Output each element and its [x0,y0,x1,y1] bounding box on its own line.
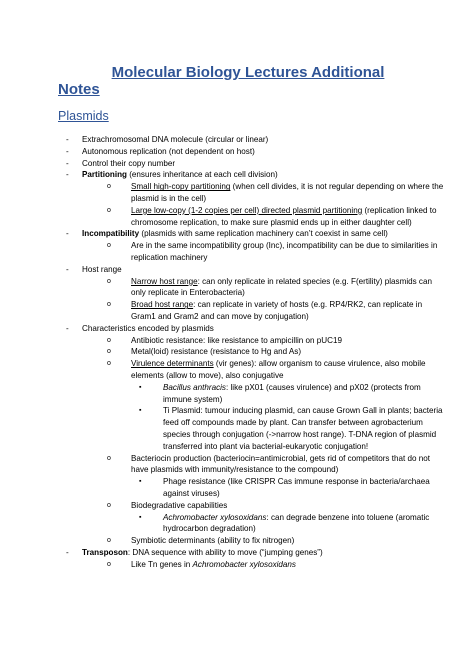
page-title [58,64,438,98]
dash-marker: - [66,264,69,274]
list-subitem: o Large low-copy (1-2 copies per cell) directed plasmid partitioning (replication linked to chromosome replication, to make sure plasmid ends up in either daughter cell) [107,205,437,227]
dash-marker: - [66,146,69,156]
square-bullet: ▪ [139,407,142,415]
circle-bullet: o [107,206,111,214]
square-bullet: ▪ [139,513,142,521]
list-subitem: o Biodegradative capabilities [107,500,228,510]
circle-bullet: o [107,537,111,545]
list-subsubitem: ▪ Phage resistance (like CRISPR Cas immune response in bacteria/archaea against viruses) [139,477,430,498]
circle-bullet: o [107,336,111,344]
list-item: - Extrachromosomal DNA molecule (circular or linear) [58,134,448,146]
circle-bullet: o [107,560,111,568]
list-subitem: o Bacteriocin production (bacteriocin=antimicrobial, gets rid of competitors that do not have plasmids with immunity/resistance to the compound) [107,453,430,475]
list-item: - Control their copy number [58,158,448,170]
dash-marker: - [66,229,69,239]
dash-marker: - [66,170,69,180]
circle-bullet: o [107,242,111,250]
list-subitem: o Antibiotic resistance: like resistance to ampicillin on pUC19 [107,335,342,345]
dash-marker: - [66,547,69,557]
title-line-1: Molecular Biology Lectures Additional [111,64,385,81]
list-subitem: o Broad host range: can replicate in variety of hosts (e.g. RP4/RK2, can replicate in Gram1 and Gram2 and can move by conjugation) [107,300,423,321]
circle-bullet: o [107,277,111,285]
list-subitem: o Like Tn genes in Achromobacter xylosoxidans [107,559,296,569]
section-heading: Plasmids [58,109,109,123]
list-item: - Incompatibility (plasmids with same replication machinery can’t coexist in same cell) [58,228,448,240]
square-bullet: ▪ [139,383,142,391]
list-subsubitem: ▪ Achromobacter xylosoxidans: can degrade benzene into toluene (aromatic hydrocarbon degradation) [139,512,430,534]
list-subitem: o Symbiotic determinants (ability to fix nitrogen) [107,536,295,546]
list-item: - Characteristics encoded by plasmids [58,323,448,335]
circle-bullet: o [107,183,111,191]
dash-marker: - [66,158,69,168]
dash-marker: - [66,323,69,333]
title-line-2: Notes [58,81,100,98]
list-subitem: o Virulence determinants (vir genes): allow organism to cause virulence, also mobile elements (allow to move), also conjugative [107,359,426,380]
list-subsubitem: ▪ Ti Plasmid: tumour inducing plasmid, can cause Grown Gall in plants; bacteria feed off compounds made by plant. Can transfer between agrobacterium species through conjugation (->narrow host range). T-DNA region of plasmid transferred into plant via bacterial-eukaryotic conjugation! [139,406,443,451]
circle-bullet: o [107,348,111,356]
list-subsubitem: ▪ Bacillus anthracis: like pX01 (causes virulence) and pX02 (protects from immune system) [139,382,421,404]
list-subitem: o Small high-copy partitioning (when cell divides, it is not regular depending on where the plasmid is in the cell) [107,182,444,203]
circle-bullet: o [107,501,111,509]
list-item: - Partitioning (ensures inheritance at each cell division) [58,169,448,181]
term: Partitioning [82,170,127,180]
circle-bullet: o [107,301,111,309]
dash-marker: - [66,135,69,144]
list-item: - Transposon: DNA sequence with ability to move (“jumping genes”) [58,547,448,559]
list-item: - Host range [58,264,448,276]
list-subitem: o Narrow host range: can only replicate in related species (e.g. F(ertility) plasmids can only replicate in Enterobacteria) [107,276,432,298]
circle-bullet: o [107,454,111,462]
list-subitem: o Are in the same incompatibility group (Inc), incompatibility can be due to similarities in replication machinery [107,241,438,262]
square-bullet: ▪ [139,478,142,486]
notes-list [58,134,448,570]
list-subitem: o Metal(loid) resistance (resistance to Hg and As) [107,347,302,357]
circle-bullet: o [107,360,111,368]
list-item: - Autonomous replication (not dependent on host) [58,146,448,158]
